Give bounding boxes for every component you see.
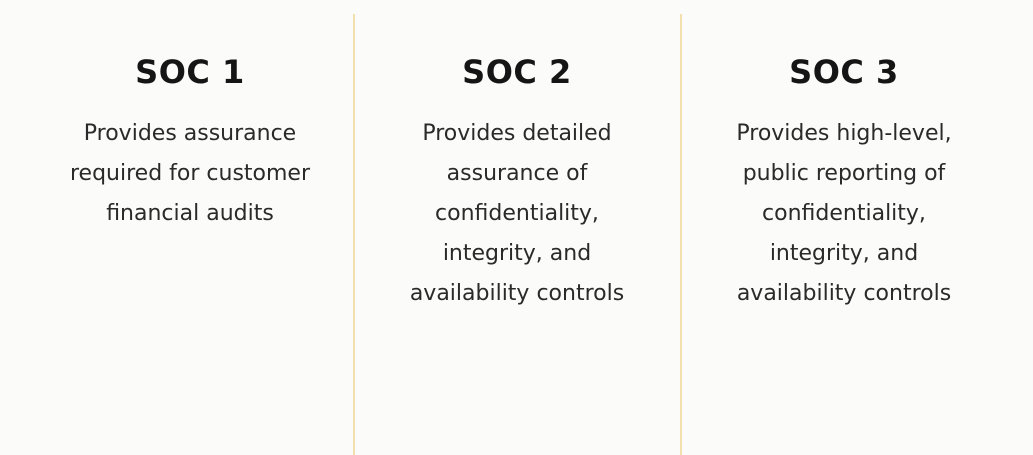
soc1-description: Provides assurance required for customer financial audits [69,121,310,226]
soc2-column [355,0,679,455]
soc2-description: Provides detailed assurance of confidentiality, integrity, and availability controls [409,121,625,306]
soc3-title: SOC 3 [789,53,899,91]
soc1-column [28,0,352,455]
soc3-description: Provides high-level, public reporting of confidentiality, integrity, and availability controls [736,121,952,306]
soc2-title: SOC 2 [462,53,572,91]
soc1-title: SOC 1 [135,53,245,91]
soc3-column [682,0,1006,455]
